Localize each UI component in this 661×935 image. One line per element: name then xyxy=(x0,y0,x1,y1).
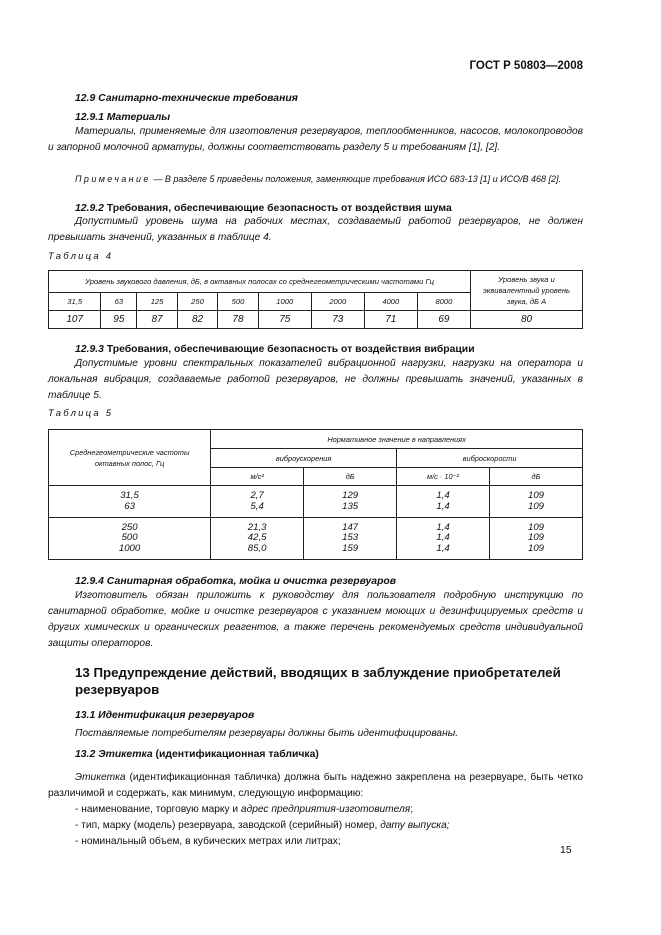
table-5-vel-group-1: 1,4 1,4 xyxy=(397,486,490,518)
section-12-9-2-title xyxy=(75,203,585,214)
table-5-vel-db-group-2: 109 109 109 xyxy=(489,518,582,560)
section-title-text: Требования, обеспечивающие безопасность от воздействия вибрации xyxy=(106,344,475,355)
section-13-2-lead xyxy=(48,770,583,802)
list-item: - номинальный объем, в кубических метрах или литрах; xyxy=(75,836,341,847)
table-4-value-cell: 75 xyxy=(258,311,311,329)
lead-italic: Этикетка xyxy=(75,772,126,783)
section-13-1-text: Поставляемые потребителям резервуары должны быть идентифицированы. xyxy=(75,728,459,739)
table-5-vel-group-2: 1,4 1,4 1,4 xyxy=(397,518,490,560)
section-13-2-title xyxy=(75,749,585,760)
list-item-text: - наименование, торговую марку и xyxy=(75,804,241,815)
table-4-value-cell: 69 xyxy=(417,311,470,329)
note xyxy=(48,172,583,187)
table-4 xyxy=(48,270,583,329)
section-12-9-4-text: Изготовитель обязан приложить к руководству для пользователя подробную инструкцию по санитарной обработке, мойке и очистке резервуаров с указанием моющих и дезинфицируемых средств и других химических и органических реагентов, а также перечень рекомендуемых средств индивидуальной защиты операторов. xyxy=(48,590,583,649)
list-item xyxy=(75,818,585,834)
table-5-col-acceleration: виброускорения xyxy=(211,449,397,468)
table-5-col-velocity: виброскорости xyxy=(397,449,583,468)
section-12-9-4-title: 12.9.4 Санитарная обработка, мойка и очистка резервуаров xyxy=(75,576,397,587)
note-text: — В разделе 5 приведены положения, заменяющие требования ИСО 683-13 [1] и ИСО/В 468 [2]. xyxy=(150,174,561,184)
table-5-unit-ms2: м/с² xyxy=(211,468,304,486)
list-item-text: ; xyxy=(410,804,414,815)
section-title-text: Требования, обеспечивающие безопасность от воздействия шума xyxy=(106,203,452,214)
table-4-value-cell: 73 xyxy=(311,311,364,329)
table-4-freq-cell: 2000 xyxy=(311,293,364,311)
note-label: Примечание xyxy=(75,174,151,184)
section-13-2-title-italic: 13.2 Этикетка xyxy=(75,749,153,760)
table-4-value-cell: 78 xyxy=(218,311,258,329)
table-4-header-main: Уровень звукового давления, дБ, в октавных полосах со среднегеометрическими частотами Гц xyxy=(49,271,471,293)
section-12-9-2-text: Допустимый уровень шума на рабочих местах, создаваемый работой резервуаров, не должен превышать значений, указанных в таблице 4. xyxy=(48,216,583,243)
section-12-9-1-title: 12.9.1 Материалы xyxy=(75,112,171,123)
table-4-value-cell: 107 xyxy=(49,311,101,329)
table-4-value-cell: 95 xyxy=(101,311,137,329)
table-4-freq-cell: 250 xyxy=(177,293,217,311)
table-5-vel-db-group-1: 109 109 xyxy=(489,486,582,518)
list-item-text: - тип, марку (модель) резервуара, заводской (серийный) номер, xyxy=(75,820,381,831)
table-4-value-cell: 87 xyxy=(137,311,177,329)
lead-rest: (идентификационная табличка) должна быть надежно закреплена на резервуаре, быть четко различимой и содержать, как минимум, следующую информацию: xyxy=(48,772,583,799)
list-item-italic: дату выпуска; xyxy=(380,820,450,831)
table-5-accel-db-group-2: 147 153 159 xyxy=(304,518,397,560)
table-5-accel-db-group-1: 129 135 xyxy=(304,486,397,518)
section-13-title: 13 Предупреждение действий, вводящих в заблуждение приобретателей резервуаров xyxy=(75,665,561,697)
section-13-2-title-rest: (идентификационная табличка) xyxy=(152,749,319,760)
table-4-value-cell: 82 xyxy=(177,311,217,329)
table-4-freq-cell: 4000 xyxy=(364,293,417,311)
table-4-freq-cell: 1000 xyxy=(258,293,311,311)
table-4-freq-cell: 8000 xyxy=(417,293,470,311)
table-4-caption: Таблица 4 xyxy=(48,251,114,262)
list-item xyxy=(75,802,585,818)
table-4-header-side: Уровень звука и эквивалентный уровень звука, дБ А xyxy=(471,271,583,311)
table-5-unit-db-2: дБ xyxy=(489,468,582,486)
table-5-freq-group-2: 250 500 1000 xyxy=(49,518,211,560)
table-4-freq-cell: 31,5 xyxy=(49,293,101,311)
table-5-accel-group-1: 2,7 5,4 xyxy=(211,486,304,518)
section-12-9-3-title xyxy=(75,344,585,355)
section-13-1-title: 13.1 Идентификация резервуаров xyxy=(75,710,255,721)
table-4-level-cell: 80 xyxy=(471,311,583,329)
section-12-9-title: 12.9 Санитарно-технические требования xyxy=(75,93,298,104)
table-4-freq-cell: 500 xyxy=(218,293,258,311)
table-5-unit-ms: м/с · 10⁻² xyxy=(397,468,490,486)
table-4-freq-cell: 125 xyxy=(137,293,177,311)
section-12-9-3-text: Допустимые уровни спектральных показателей вибрационной нагрузки, нагрузки на оператора и локальная вибрация, создаваемые работой резервуаров, не должны превышать значений, указанных в таблице 5. xyxy=(48,358,583,401)
section-number: 12.9.3 xyxy=(75,344,104,355)
table-5-col-norm: Нормативное значение в направлениях xyxy=(211,430,583,449)
table-4-value-cell: 71 xyxy=(364,311,417,329)
table-4-freq-cell: 63 xyxy=(101,293,137,311)
table-5-col-frequency: Среднегеометрические частоты октавных полос, Гц xyxy=(49,430,211,486)
section-number: 12.9.2 xyxy=(75,203,104,214)
table-5-unit-db: дБ xyxy=(304,468,397,486)
table-5-caption: Таблица 5 xyxy=(48,408,114,419)
page-number: 15 xyxy=(560,844,572,856)
table-5 xyxy=(48,429,583,560)
table-5-freq-group-1: 31,5 63 xyxy=(49,486,211,518)
standard-number: ГОСТ Р 50803—2008 xyxy=(469,60,583,72)
section-12-9-1-text: Материалы, применяемые для изготовления резервуаров, теплообменников, насосов, молокопроводов и запорной молочной арматуры, должны соответствовать разделу 5 и требованиям [1], [2]. xyxy=(48,126,583,153)
table-5-accel-group-2: 21,3 42,5 85,0 xyxy=(211,518,304,560)
list-item-italic: адрес предприятия-изготовителя xyxy=(240,804,411,815)
